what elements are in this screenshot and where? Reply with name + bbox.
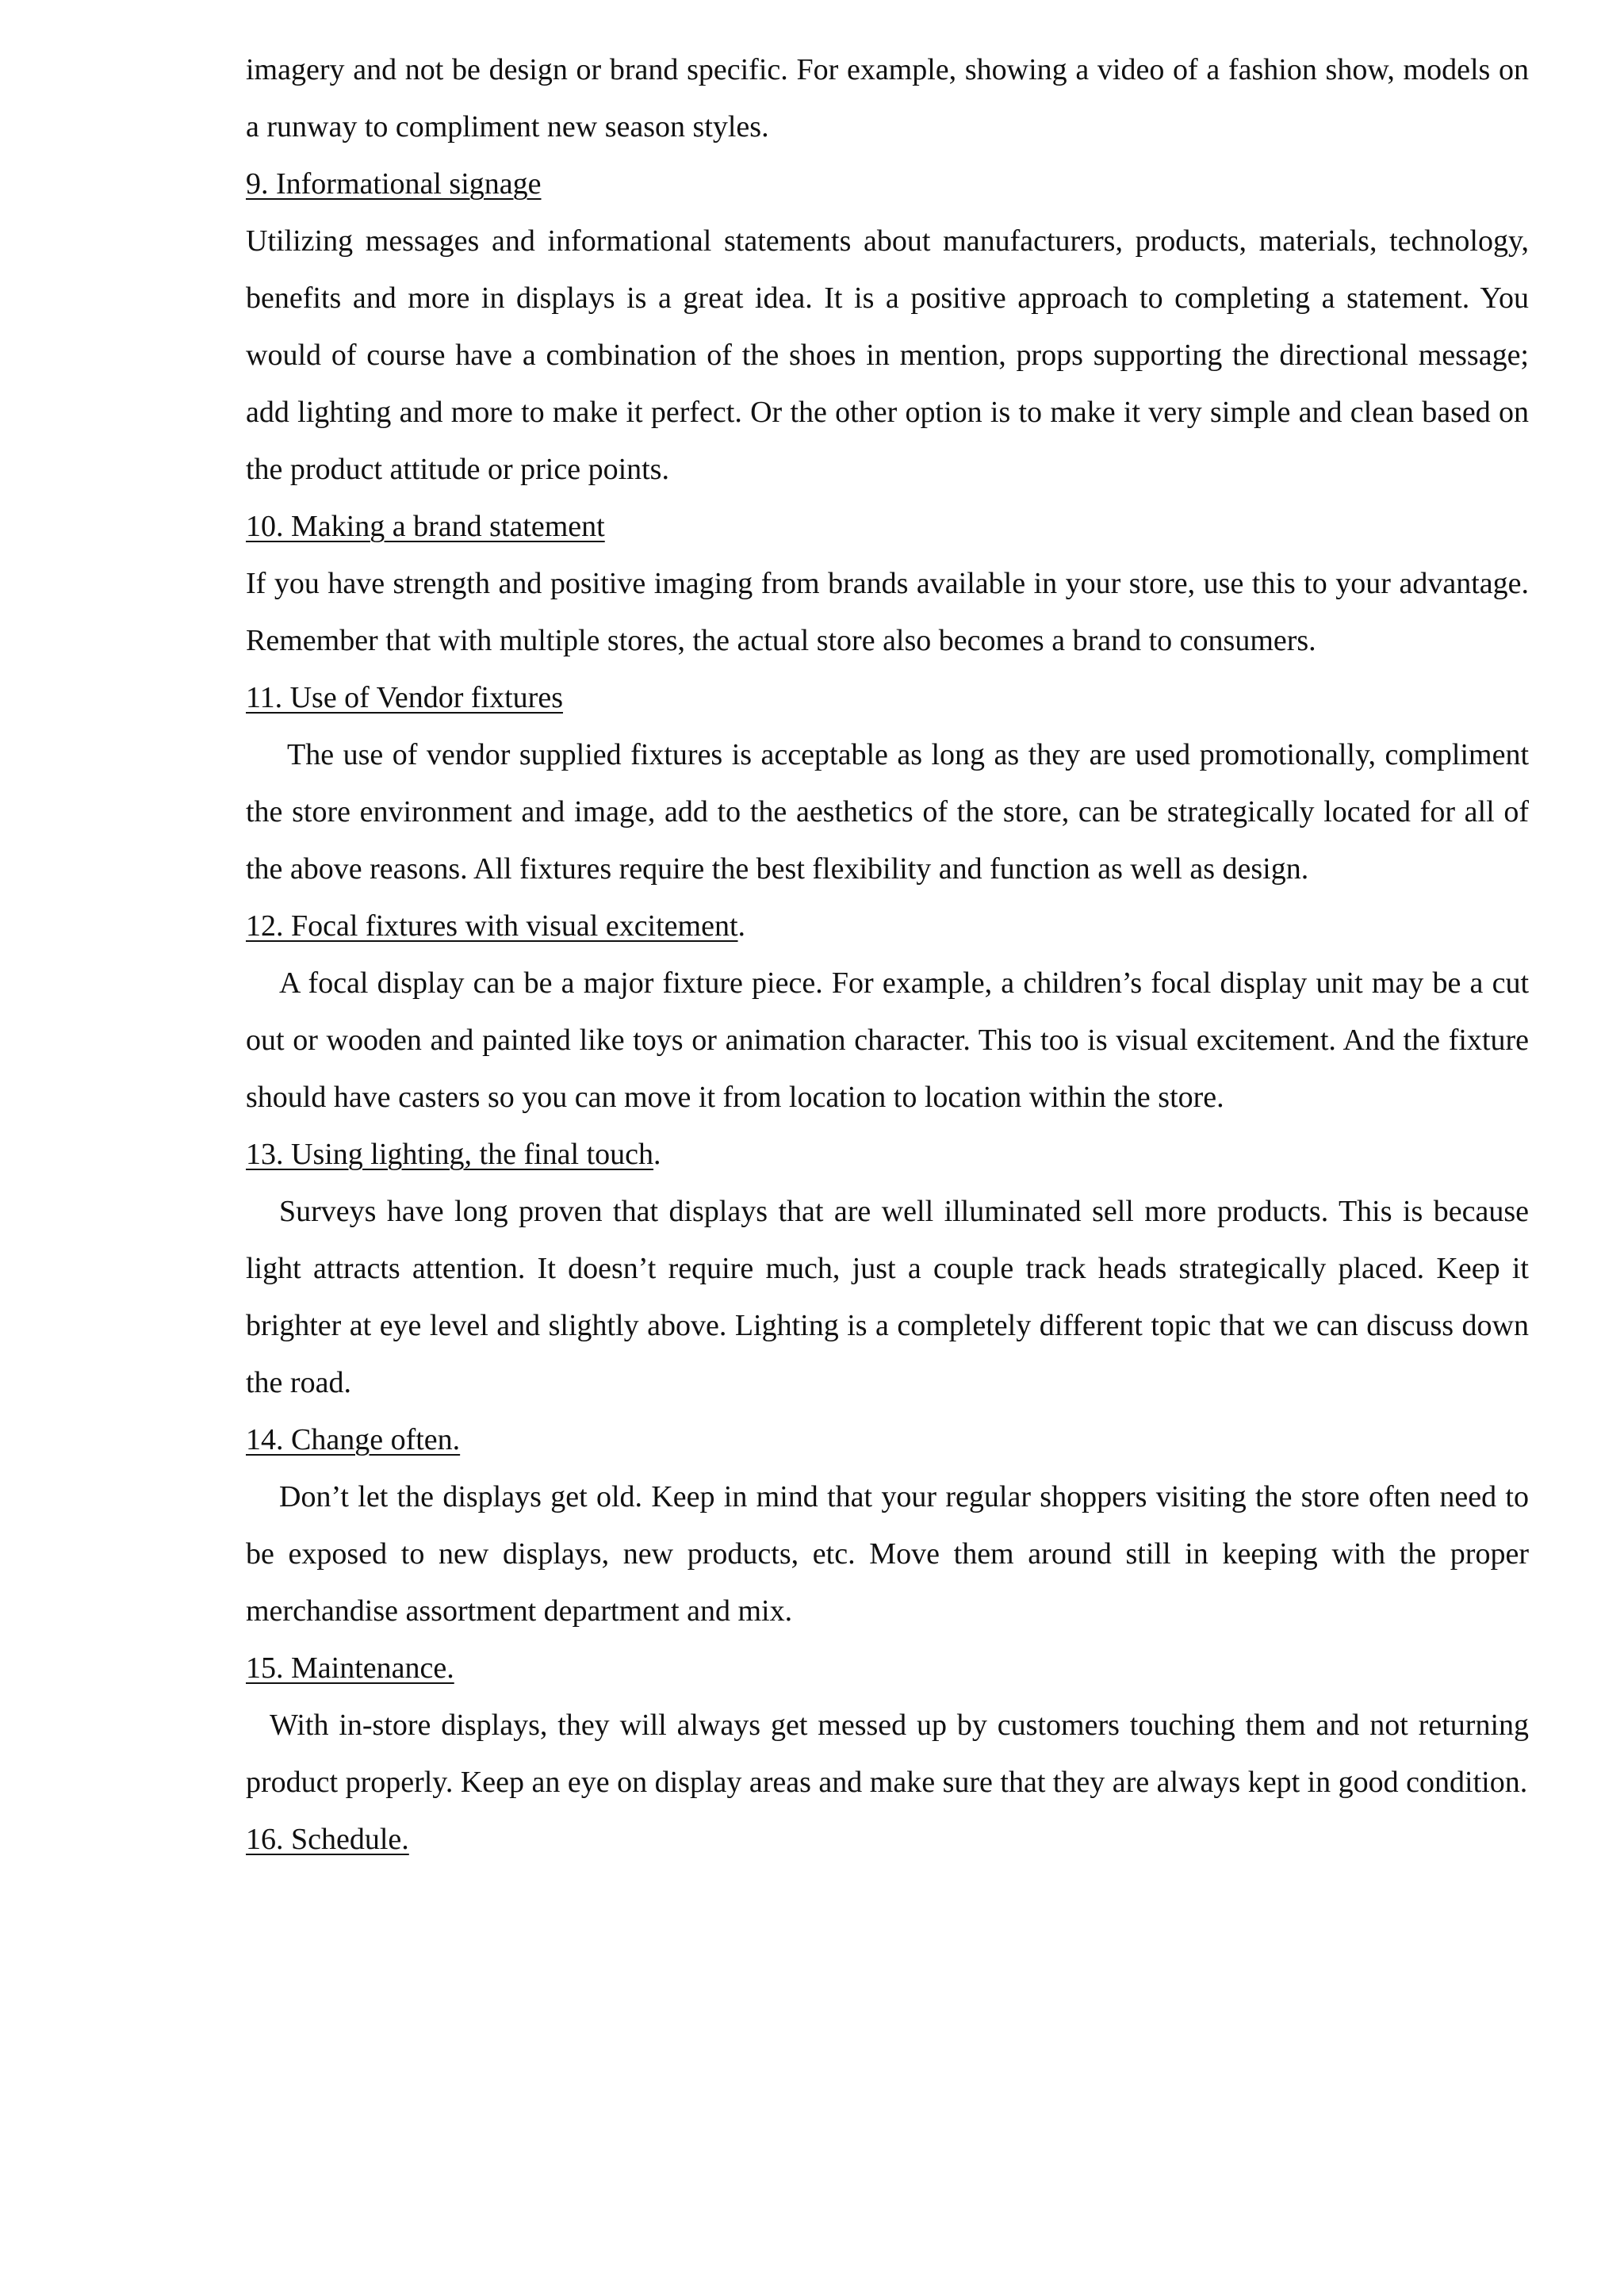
section-body-15: With in-store displays, they will always get messed up by customers touching them and not returning product properly. Keep an eye on display areas and make sure that they are always kept in good condition. [246,1709,1529,1799]
section-heading-11-text: 11. Use of Vendor fixtures [246,681,563,714]
section-heading-15-text: 15. Maintenance. [246,1651,454,1685]
section-body-14: Don’t let the displays get old. Keep in mind that your regular shoppers visiting the store often need to be exposed to new displays, new products, etc. Move them around still in keeping with the proper merchandise assortment department and mix. [246,1480,1529,1628]
section-heading-16-text: 16. Schedule. [246,1823,409,1856]
section-heading-12-text: 12. Focal fixtures with visual excitement [246,909,738,943]
section-heading-12 [246,897,1529,955]
section-heading-9 [246,155,1529,212]
section-body-12: A focal display can be a major fixture piece. For example, a children’s focal display unit may be a cut out or wooden and painted like toys or animation character. This too is visual excitement. And the fixture should have casters so you can move it from location to location within the store. [246,966,1529,1114]
section-body-9: Utilizing messages and informational statements about manufacturers, products, materials, technology, benefits and more in displays is a great idea. It is a positive approach to completing a statement. You would of course have a combination of the shoes in mention, props supporting the directional message; add lighting and more to make it perfect. Or the other option is to make it very simple and clean based on the product attitude or price points. [246,224,1529,486]
section-body-13: Surveys have long proven that displays that are well illuminated sell more products. This is because light attracts attention. It doesn’t require much, just a couple track heads strategically placed. Keep it brighter at eye level and slightly above. Lighting is a completely different topic that we can discuss down the road. [246,1195,1529,1399]
section-heading-16 [246,1811,1529,1868]
section-heading-14-text: 14. Change often. [246,1423,461,1456]
section-heading-10 [246,498,1529,555]
section-heading-9-text: 9. Informational signage [246,167,542,201]
document-page [246,41,1529,1868]
section-body-10: If you have strength and positive imaging from brands available in your store, use this to your advantage. Remember that with multiple stores, the actual store also becomes a brand to consumers. [246,567,1529,657]
section-body-11: The use of vendor supplied fixtures is acceptable as long as they are used promotionally, compliment the store environment and image, add to the aesthetics of the store, can be strategically located for all of the above reasons. All fixtures require the best flexibility and function as well as design. [246,738,1529,886]
section-heading-13-text: 13. Using lighting, the final touch [246,1138,654,1171]
section-heading-13-period: . [653,1138,661,1171]
section-heading-13 [246,1126,1529,1183]
section-heading-11 [246,669,1529,726]
section-heading-10-text: 10. Making a brand statement [246,510,605,543]
section-heading-12-period: . [737,909,746,943]
section-heading-14 [246,1411,1529,1468]
intro-paragraph: imagery and not be design or brand specific. For example, showing a video of a fashion show, models on a runway to compliment new season styles. [246,53,1529,144]
section-heading-15 [246,1640,1529,1697]
